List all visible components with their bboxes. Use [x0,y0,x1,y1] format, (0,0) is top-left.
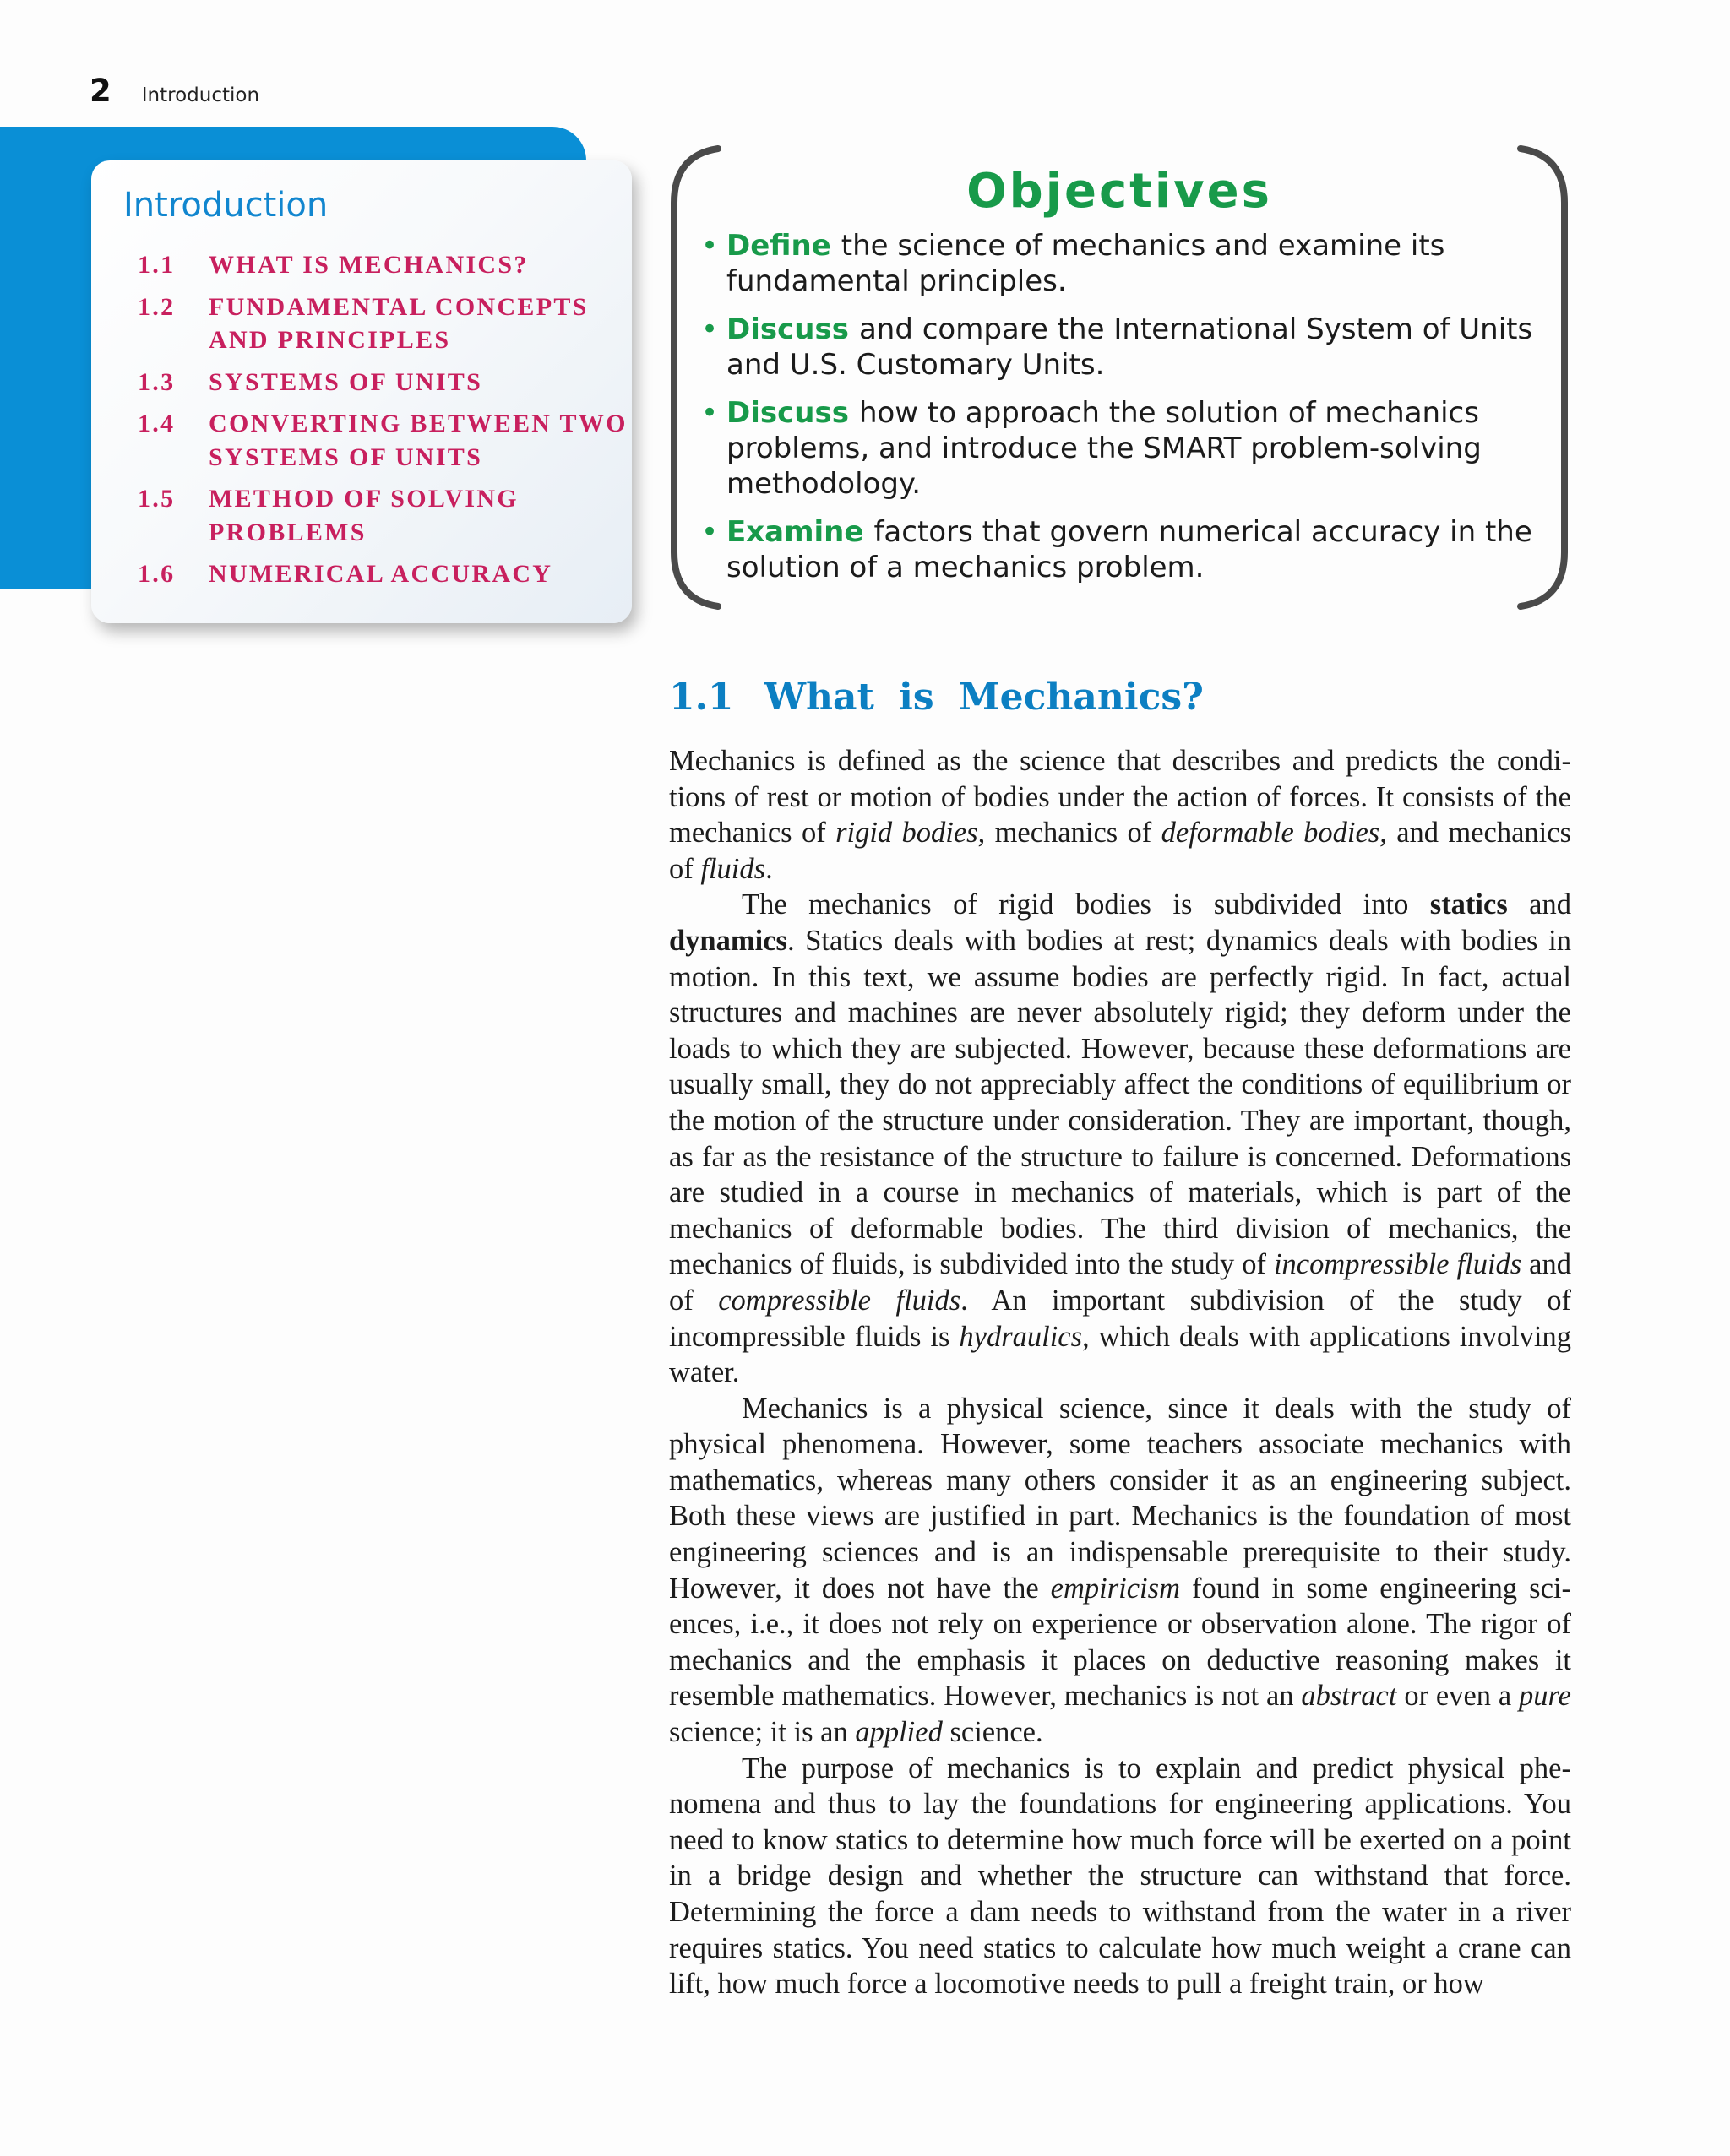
objectives-box [667,144,1571,616]
toc-item-label: METHOD OF SOLVING PROBLEMS [209,485,519,546]
text-run: which deals with applications involving water. [669,1320,1571,1389]
text-run: and of [669,1248,1571,1317]
objective-text: the science of mechanics and examine its fundamental principles. [726,229,1445,298]
objective-verb: Discuss [726,396,849,430]
body-paragraph [669,1751,1571,2002]
chapter-toc-card [91,160,632,623]
text-run: or even a [1396,1680,1520,1713]
text-run: . Statics deals with bodies at rest; dynamics deals with bodies in motion. In this text, we assume bodies are perfectly rigid. In fact, actual structures and machines are never absolutely rigid; they deform under the loads to which they are subjected. However, because these deformations are usually small, they do not appreciably affect the conditions of equilibrium or the motion of the structure under consideration. They are important, though, as far as the resistance of the structure to failure is concerned. Deformations are studied in a course in mechanics of materials, which is part of the mechanics of deformable bodies. The third division of mechanics, the mechanics of fluids, is subdivided into the study of [669,924,1571,1281]
objective-item [701,514,1554,585]
bold-term: statics [1429,888,1508,921]
objective-verb: Examine [726,515,864,549]
section-body [669,743,1571,2002]
objective-verb: Discuss [726,312,849,346]
objective-text: and compare the International System of Units and U.S. Customary Units. [726,312,1533,382]
objective-item [701,228,1554,299]
toc-item-number: 1.6 [138,560,176,588]
section-title: What is Mechanics? [764,676,1204,719]
text-run: and [1507,888,1571,921]
italic-term: applied [855,1716,943,1749]
italic-term: deformable bodies, [1161,817,1387,850]
italic-term: empiricism [1050,1572,1180,1605]
text-run: science. [942,1716,1043,1749]
toc-item-number: 1.3 [138,367,176,396]
text-run: and mechanics of [669,817,1571,885]
italic-term: hydraulics, [959,1320,1090,1353]
italic-term: fluids [700,852,766,885]
toc-list [138,248,631,600]
toc-item-label: NUMERICAL ACCURACY [209,560,553,588]
running-header [90,73,259,115]
text-run: . An important subdivision of the study of incompressible fluids is [669,1284,1571,1353]
toc-item-label: FUNDAMENTAL CONCEPTS AND PRINCIPLES [209,292,589,354]
text-run: The purpose of mechanics is to explain and predict physical phenomena and thus to lay the foundations for engineering applications. You need to know statics to determine how much force will be exerted on a point in a bridge design and whether the structure can withstand that force. Determining the force a dam needs to withstand from the water in a river requires statics. You need statics to calculate how much weight a crane can lift, how much force a locomotive needs to pull a freight train, or how [669,1751,1571,2001]
toc-item-label: WHAT IS MECHANICS? [209,251,529,279]
text-run: mechanics of [985,817,1161,850]
objective-text: factors that govern numerical accuracy in the solution of a mechanics problem. [726,515,1532,584]
bullet-icon: • [701,312,719,346]
running-title: Introduction [141,84,260,106]
section-heading [669,676,1204,719]
toc-item [138,407,631,474]
objective-text: how to approach the solution of mechanics problems, and introduce the SMART problem-solving methodology. [726,396,1482,501]
bold-term: dynamics [669,924,787,957]
bullet-icon: • [701,515,719,549]
body-paragraph [669,887,1571,1390]
objectives-title: Objectives [966,164,1272,219]
toc-item [138,557,631,591]
text-run: Mechanics is defined as the science that describes and predicts the conditions of rest or motion of bodies under the action of forces. It consists of the mechanics of [669,745,1571,850]
toc-item-number: 1.4 [138,410,176,437]
page-number: 2 [90,73,112,109]
italic-term: compressible fluids [718,1284,961,1317]
italic-term: incompressible fluids [1273,1248,1522,1281]
objective-item [701,312,1554,383]
toc-item [138,291,631,357]
body-paragraph [669,743,1571,887]
toc-heading: Introduction [123,186,329,225]
italic-term: abstract [1301,1680,1397,1713]
objective-verb: Define [726,229,831,263]
italic-term: pure [1519,1680,1571,1713]
text-run: science; it is an [669,1716,856,1749]
bullet-icon: • [701,396,719,430]
toc-item [138,248,631,282]
text-run: found in some engineering sciences, i.e., it does not rely on experience or observation alone. The rigor of mechanics and the emphasis it places on deductive reasoning makes it resemble mathematics. However, mechanics is not an [669,1572,1571,1713]
objectives-list [701,228,1554,598]
text-run: The mechanics of rigid bodies is subdivided into [742,888,1430,921]
italic-term: rigid bodies, [835,817,986,850]
objective-item [701,395,1554,502]
toc-item-number: 1.2 [138,292,176,321]
bullet-icon: • [701,229,719,263]
toc-item-label: CONVERTING BETWEEN TWO SYSTEMS OF UNITS [209,410,628,471]
toc-item-number: 1.5 [138,485,176,513]
toc-item [138,366,631,399]
toc-item-label: SYSTEMS OF UNITS [209,367,483,396]
section-number: 1.1 [669,676,734,719]
toc-item-number: 1.1 [138,251,176,279]
text-run: Mechanics is a physical science, since it deals with the study of physical phenomena. However, some teachers associate mechanics with mathematics, whereas many others consider it as an engineering subject. Both these views are justified in part. Mechanics is the foundation of most engineering sciences and is an indispensable prerequisite to their study. However, it does not have the [669,1392,1571,1605]
toc-item [138,482,631,549]
text-run: . [765,852,773,885]
body-paragraph [669,1391,1571,1751]
